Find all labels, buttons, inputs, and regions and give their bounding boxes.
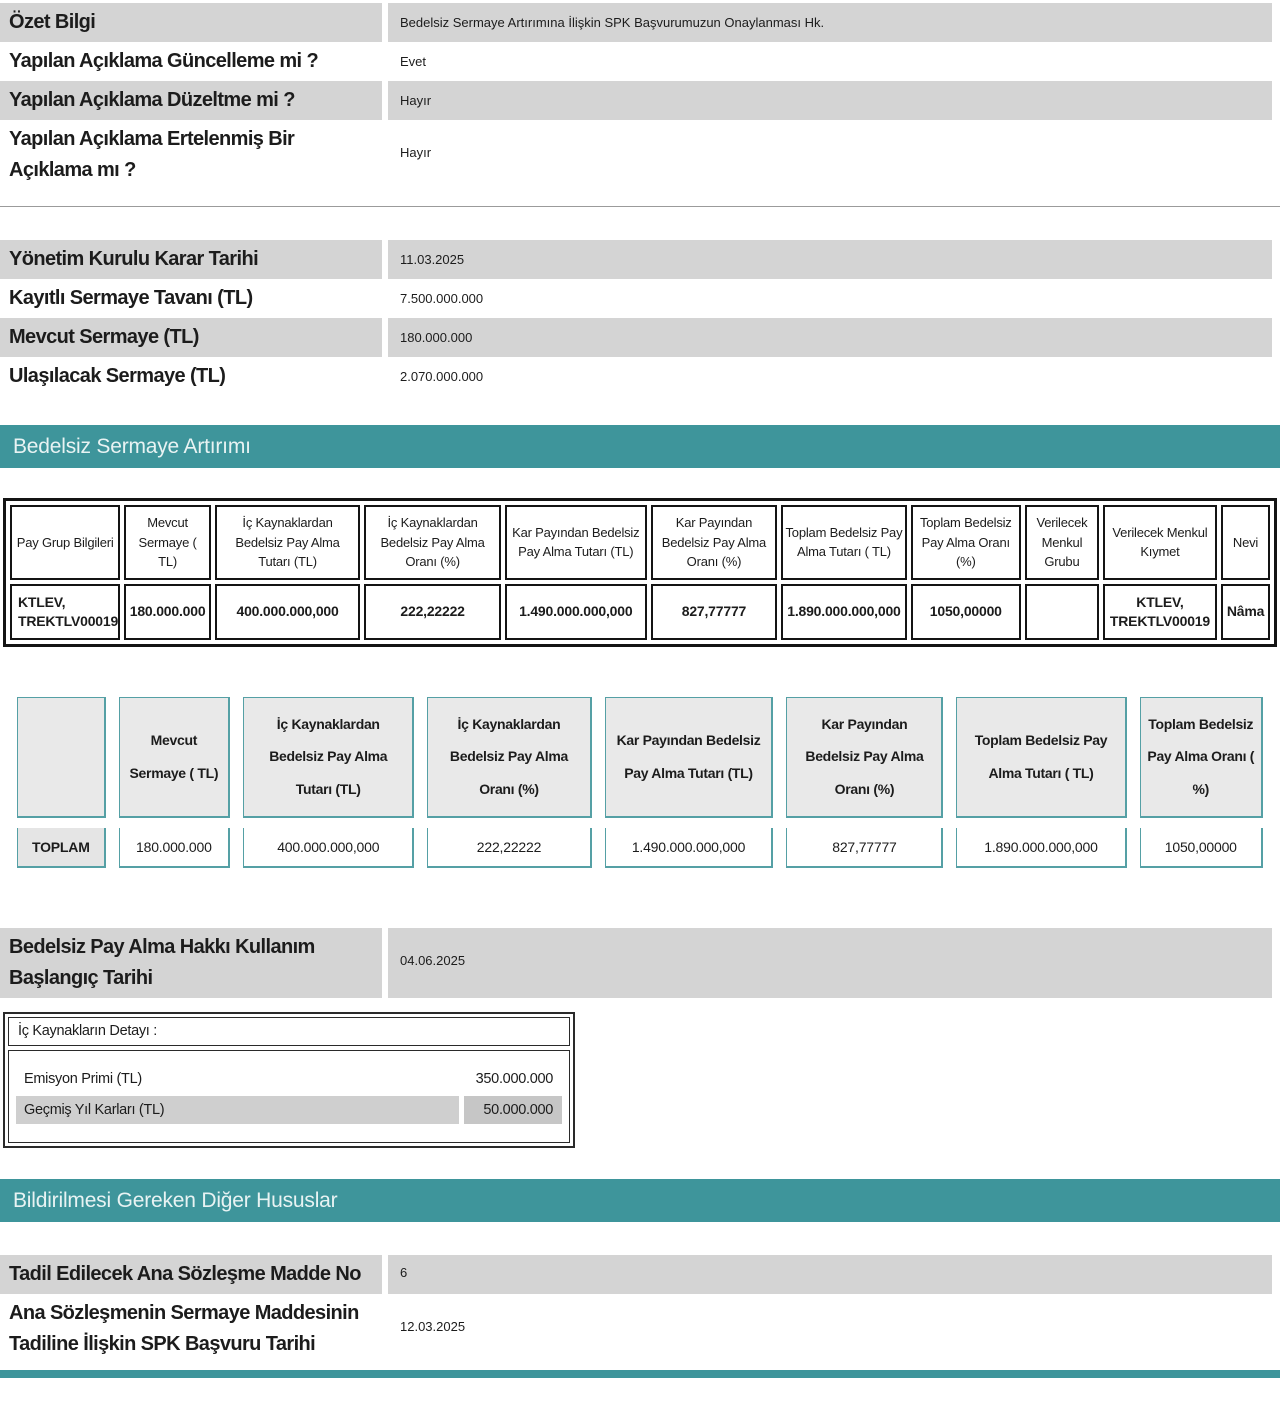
row-value: 11.03.2025 [388, 240, 1272, 279]
row-value: 12.03.2025 [400, 1319, 466, 1335]
cell-total-label: TOPLAM [17, 828, 106, 868]
internal-sources-box [3, 1012, 575, 1148]
cell-dividend-ratio: 827,77777 [651, 584, 778, 640]
capital-row [0, 357, 1272, 396]
source-value: 50.000.000 [464, 1096, 562, 1124]
internal-source-row [16, 1096, 562, 1124]
row-value: 180.000.000 [388, 318, 1272, 357]
cell-total-amount: 1.890.000.000,000 [781, 584, 906, 640]
cell-internal-amount-total: 400.000.000,000 [243, 828, 414, 868]
cell-current-capital: 180.000.000 [124, 584, 211, 640]
summary-row [0, 120, 1272, 190]
column-header: Toplam Bedelsiz Pay Alma Tutarı ( TL) [781, 505, 906, 580]
column-header: Mevcut Sermaye ( TL) [119, 697, 230, 819]
summary-row [0, 42, 1272, 81]
summary-row [0, 81, 1272, 120]
row-value: 7.500.000.000 [400, 291, 484, 306]
row-label: Yapılan Açıklama Güncelleme mi ? [9, 50, 319, 72]
cell-internal-amount: 400.000.000,000 [215, 584, 360, 640]
cutoff-section-header-bar [0, 1370, 1280, 1378]
capital-row [0, 318, 1272, 357]
column-header: Kar Payından Bedelsiz Pay Alma Tutarı (TL) [605, 697, 774, 819]
column-header: Mevcut Sermaye ( TL) [124, 505, 211, 580]
cell-total-ratio: 1050,00000 [911, 584, 1021, 640]
column-header: Toplam Bedelsiz Pay Alma Tutarı ( TL) [956, 697, 1126, 819]
column-header: Toplam Bedelsiz Pay Alma Oranı ( %) [1140, 697, 1263, 819]
summary-row [0, 3, 1272, 42]
row-label: Yapılan Açıklama Düzeltme mi ? [0, 81, 382, 120]
column-header: Toplam Bedelsiz Pay Alma Oranı (%) [911, 505, 1021, 580]
other-matters-section [0, 1255, 1280, 1364]
row-label: Yapılan Açıklama Ertelenmiş Bir Açıklama mı ? [9, 128, 295, 181]
cell-dividend-amount-total: 1.490.000.000,000 [605, 828, 774, 868]
column-header: İç Kaynaklardan Bedelsiz Pay Alma Oranı (%) [364, 505, 501, 580]
column-header: Kar Payından Bedelsiz Pay Alma Tutarı (TL) [505, 505, 647, 580]
section-divider [0, 206, 1280, 207]
row-label: Ana Sözleşmenin Sermaye Maddesinin Tadiline İlişkin SPK Başvuru Tarihi [9, 1302, 359, 1356]
column-header: Verilecek Menkul Grubu [1025, 505, 1099, 580]
cell-security: KTLEV, TREKTLV00019 [1103, 584, 1217, 640]
table-header-row [10, 505, 1270, 580]
cell-dividend-ratio-total: 827,77777 [786, 828, 943, 868]
row-label: Yönetim Kurulu Karar Tarihi [0, 240, 382, 279]
column-header: Verilecek Menkul Kıymet [1103, 505, 1217, 580]
totals-header-row [17, 697, 1263, 819]
row-value: Bedelsiz Sermaye Artırımına İlişkin SPK Başvurumuzun Onaylanması Hk. [388, 3, 1272, 42]
row-label: Mevcut Sermaye (TL) [0, 318, 382, 357]
row-value: Hayır [388, 81, 1272, 120]
cell-share-group: KTLEV, TREKTLV00019 [10, 584, 120, 640]
capital-row [0, 240, 1272, 279]
rights-start-date-row [0, 928, 1272, 998]
internal-sources-title: İç Kaynakların Detayı : [8, 1017, 570, 1046]
column-header: Kar Payından Bedelsiz Pay Alma Oranı (%) [786, 697, 943, 819]
table-row [10, 584, 1270, 640]
column-header [17, 697, 106, 819]
column-header: Kar Payından Bedelsiz Pay Alma Oranı (%) [651, 505, 778, 580]
row-value: Evet [400, 54, 427, 69]
summary-section [0, 3, 1280, 190]
share-group-table [3, 498, 1277, 647]
column-header: Pay Grup Bilgileri [10, 505, 120, 580]
source-label: Emisyon Primi (TL) [24, 1071, 142, 1088]
column-header: İç Kaynaklardan Bedelsiz Pay Alma Oranı (%) [427, 697, 591, 819]
cell-internal-ratio: 222,22222 [364, 584, 501, 640]
row-value: 04.06.2025 [388, 928, 1272, 998]
source-label: Geçmiş Yıl Karları (TL) [16, 1096, 459, 1124]
column-header: İç Kaynaklardan Bedelsiz Pay Alma Tutarı (TL) [243, 697, 414, 819]
row-label: Kayıtlı Sermaye Tavanı (TL) [9, 287, 253, 309]
share-group-table-wrap [3, 498, 1277, 647]
section-header-bonus-capital-increase: Bedelsiz Sermaye Artırımı [0, 425, 1280, 468]
capital-section [0, 240, 1280, 396]
cell-total-amount-total: 1.890.000.000,000 [956, 828, 1126, 868]
cell-total-ratio-total: 1050,00000 [1140, 828, 1263, 868]
capital-row [0, 279, 1272, 318]
source-value: 350.000.000 [475, 1071, 553, 1088]
row-label: Bedelsiz Pay Alma Hakkı Kullanım Başlangıç Tarihi [0, 928, 382, 998]
row-value: Hayır [400, 144, 432, 160]
column-header: İç Kaynaklardan Bedelsiz Pay Alma Tutarı (TL) [215, 505, 360, 580]
cell-dividend-amount: 1.490.000.000,000 [505, 584, 647, 640]
internal-sources-body [8, 1050, 570, 1143]
row-value: 6 [388, 1255, 1272, 1294]
totals-table-wrap [4, 687, 1276, 879]
column-header: Nevi [1221, 505, 1270, 580]
row-label: Tadil Edilecek Ana Sözleşme Madde No [0, 1255, 382, 1294]
row-value: 2.070.000.000 [400, 369, 484, 384]
other-matter-row [0, 1255, 1272, 1294]
row-label: Ulaşılacak Sermaye (TL) [9, 365, 226, 387]
cell-type: Nâma [1221, 584, 1270, 640]
section-header-other-matters: Bildirilmesi Gereken Diğer Hususlar [0, 1179, 1280, 1222]
other-matter-row [0, 1294, 1272, 1364]
row-label: Özet Bilgi [0, 3, 382, 42]
internal-source-row [16, 1065, 562, 1093]
cell-current-capital-total: 180.000.000 [119, 828, 230, 868]
cell-internal-ratio-total: 222,22222 [427, 828, 591, 868]
totals-row [17, 828, 1263, 868]
cell-security-group [1025, 584, 1099, 640]
totals-table [4, 687, 1276, 879]
